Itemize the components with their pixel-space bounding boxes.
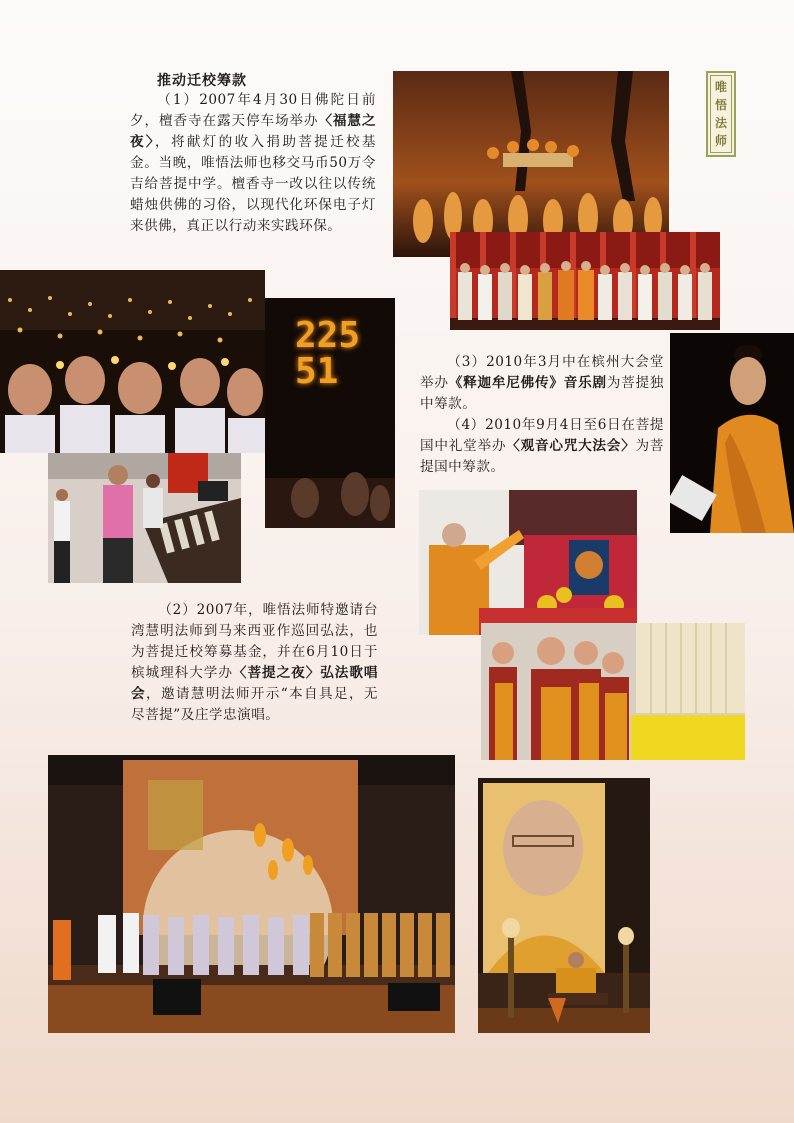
photo-candle-crowd — [0, 270, 265, 453]
photo-lamp-offering — [48, 453, 241, 583]
author-seal — [706, 71, 736, 157]
seal-char: 法 — [714, 116, 727, 130]
photo-portrait-screen — [478, 778, 650, 1033]
paragraph-3-4: （3）2010年3月中在槟州大会堂举办《释迦牟尼佛传》音乐剧为菩提独中筹款。 （4）2010年9月4日至6日在菩提国中礼堂举办〈观音心咒大法会〉为菩提国中筹款。 — [420, 354, 665, 475]
section-title: 推动迁校筹款 — [157, 73, 247, 89]
photo-monks-praying — [481, 623, 745, 760]
photo-concert-stage — [48, 755, 455, 1033]
photo-led-display — [265, 298, 395, 528]
photo-ritual — [419, 490, 637, 635]
paragraph-1: （1）2007年4月30日佛陀日前夕，檀香寺在露天停车场举办〈福慧之夜〉，将献灯的收入捐助菩提迁校基金。当晚，唯悟法师也移交马币50万令吉给菩提中学。檀香寺一改以往以传统蜡烛供佛的习俗，以现代化环保电子灯来供佛，真正以行动来实践环保。 — [130, 92, 377, 234]
photo-group-red-stage — [450, 232, 720, 330]
seal-char: 师 — [714, 134, 727, 148]
led-number: 22551 — [295, 315, 361, 392]
paragraph-2: （2）2007年，唯悟法师特邀请台湾慧明法师到马来西亚作巡回弘法，也为菩提迁校筹募基金，并在6月10日于槟城理科大学办〈菩提之夜〉弘法歌唱会，邀请慧明法师开示“本自具足，无尽菩提”及庄学忠演唱。 — [131, 602, 379, 723]
photo-buddha-actor — [670, 333, 794, 533]
seal-char: 悟 — [714, 98, 727, 112]
photo-stage-play — [393, 71, 669, 257]
seal-char: 唯 — [714, 80, 727, 94]
